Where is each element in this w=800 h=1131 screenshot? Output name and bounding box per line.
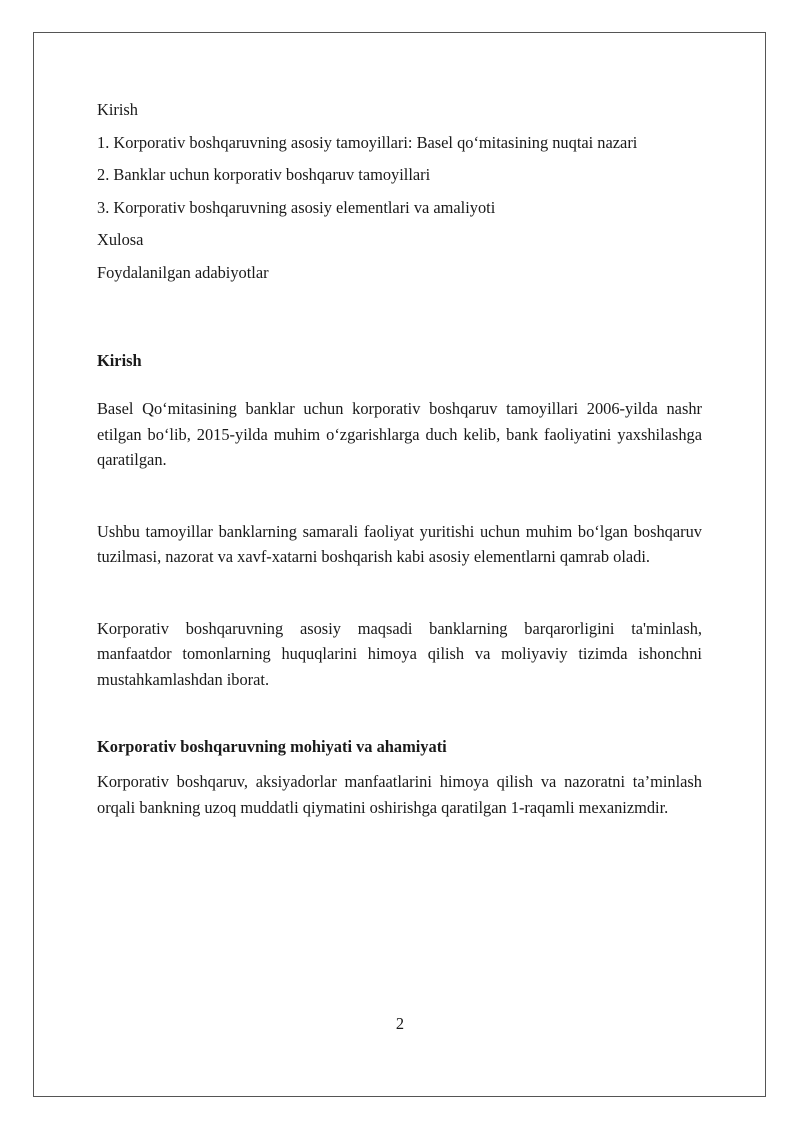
section-heading-essence: Korporativ boshqaruvning mohiyati va ahamiyati bbox=[97, 737, 447, 756]
table-of-contents bbox=[97, 94, 702, 289]
intro-paragraph-3: Korporativ boshqaruvning asosiy maqsadi banklarning barqarorligini ta'minlash, manfaatdor tomonlarning huquqlarini himoya qilish va moliyaviy tizimda ishonchni mustahkamlashdan iborat. bbox=[97, 618, 702, 689]
toc-item-references: Foydalanilgan adabiyotlar bbox=[97, 262, 269, 282]
toc-item-1: 1. Korporativ boshqaruvning asosiy tamoyillari: Basel qo‘mitasining nuqtai nazari bbox=[97, 132, 638, 152]
intro-paragraph-1: Basel Qo‘mitasining banklar uchun korporativ boshqaruv tamoyillari 2006-yilda nashr etilgan bo‘lib, 2015-yilda muhim o‘zgarishlarga duch kelib, bank faoliyatini yaxshilashga qaratilgan. bbox=[97, 399, 702, 469]
toc-item-3: 3. Korporativ boshqaruvning asosiy elementlari va amaliyoti bbox=[97, 197, 496, 217]
toc-item-intro: Kirish bbox=[97, 100, 138, 119]
page-number: 2 bbox=[395, 1014, 405, 1033]
intro-paragraph-2: Ushbu tamoyillar banklarning samarali faoliyat yuritishi uchun muhim bo‘lgan boshqaruv tuzilmasi, nazorat va xavf-xatarni boshqarish kabi asosiy elementlarni qamrab oladi. bbox=[97, 521, 702, 566]
toc-item-conclusion: Xulosa bbox=[97, 230, 144, 249]
section-heading-intro: Kirish bbox=[97, 351, 142, 370]
essence-paragraph-1: Korporativ boshqaruv, aksiyadorlar manfaatlarini himoya qilish va nazoratni ta’minlash orqali bankning uzoq muddatli qiymatini oshirishga qaratilgan 1-raqamli mexanizmdir. bbox=[97, 772, 702, 817]
document-body bbox=[97, 94, 702, 820]
toc-item-2: 2. Banklar uchun korporativ boshqaruv tamoyillari bbox=[97, 165, 431, 184]
